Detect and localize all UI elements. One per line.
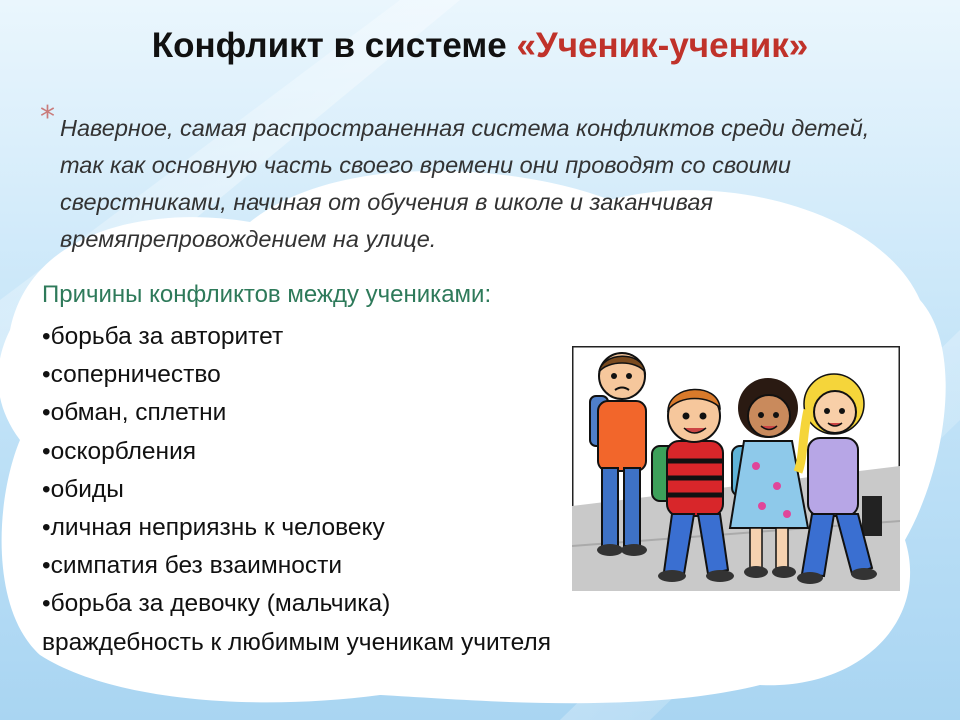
list-item: •симпатия без взаимности (42, 552, 343, 580)
schoolchildren-illustration (572, 346, 900, 591)
causes-heading: Причины конфликтов между учениками: (42, 281, 492, 308)
causes-list (42, 318, 551, 662)
list-item: враждебность к любимым ученикам учителя (42, 628, 551, 656)
list-item: •борьба за авторитет (42, 323, 284, 350)
list-item: •оскорбления (42, 437, 197, 465)
list-item: •обман, сплетни (42, 399, 227, 427)
intro-paragraph: Наверное, самая распространенная система конфликтов среди детей, так как основную часть своего времени они проводят со своими сверстниками, начиная от обучения в школе и заканчивая времяпрепровождением на улице. (60, 115, 870, 252)
slide-title (0, 26, 960, 66)
list-item: •соперничество (42, 361, 221, 389)
list-item: •борьба за девочку (мальчика) (42, 590, 391, 618)
star-bullet-icon: * (40, 100, 55, 135)
list-item: •обиды (42, 475, 124, 503)
list-item: •личная неприязнь к человеку (42, 514, 385, 542)
title-main: Конфликт в системе (151, 26, 517, 65)
title-accent: «Ученик-ученик» (516, 26, 809, 65)
